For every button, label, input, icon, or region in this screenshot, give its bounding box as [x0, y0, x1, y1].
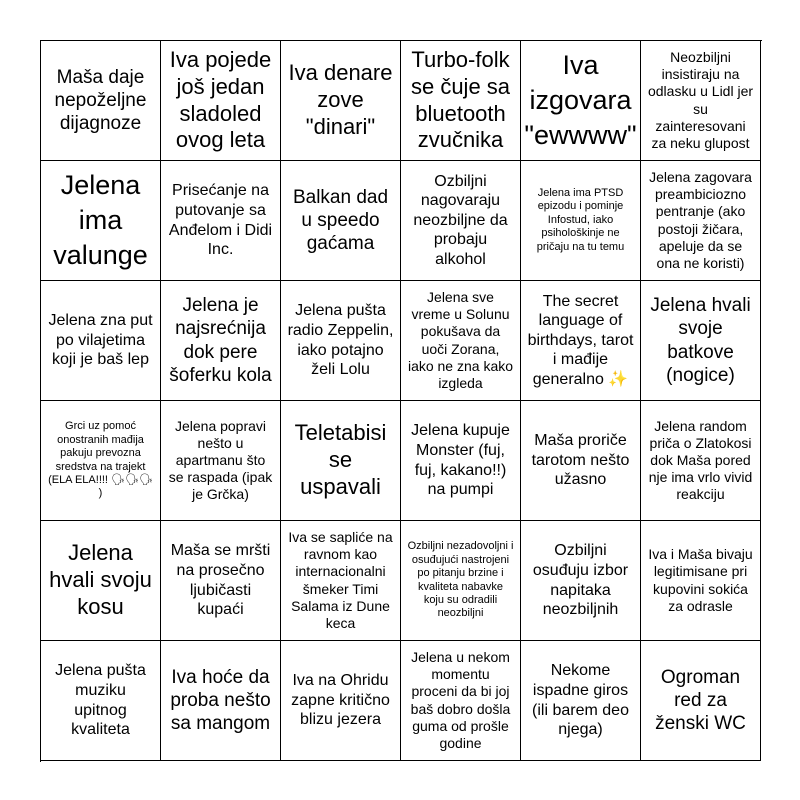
bingo-cell[interactable]: Ogroman red za ženski WC [641, 641, 761, 761]
bingo-cell[interactable]: Jelena u nekom momentu proceni da bi joj baš dobro došla guma od prošle godine [401, 641, 521, 761]
bingo-cell[interactable]: Jelena kupuje Monster (fuj, fuj, kakano!!) na pumpi [401, 401, 521, 521]
bingo-cell[interactable]: The secret language of birthdays, tarot i mađije generalno ✨ [521, 281, 641, 401]
bingo-cell[interactable]: Jelena pušta radio Zeppelin, iako potajno želi Lolu [281, 281, 401, 401]
bingo-cell[interactable]: Jelena popravi nešto u apartmanu što se raspada (ipak je Grčka) [161, 401, 281, 521]
bingo-cell[interactable]: Maša daje nepoželjne dijagnoze [41, 41, 161, 161]
bingo-cell[interactable]: Iva pojede još jedan sladoled ovog leta [161, 41, 281, 161]
bingo-cell[interactable]: Jelena hvali svoju kosu [41, 521, 161, 641]
bingo-cell[interactable]: Prisećanje na putovanje sa Anđelom i Didi Inc. [161, 161, 281, 281]
bingo-cell[interactable]: Ozbiljni nezadovoljni i osuđujući nastrojeni po pitanju brzine i kvaliteta nabavke koju su odradili neozbiljni [401, 521, 521, 641]
bingo-cell[interactable]: Jelena sve vreme u Solunu pokušava da uoči Zorana, iako ne zna kako izgleda [401, 281, 521, 401]
bingo-cell[interactable]: Grci uz pomoć onostranih mađija pakuju prevozna sredstva na trajekt (ELA ELA!!!! 🗣🗣🗣 ) [41, 401, 161, 521]
bingo-cell[interactable]: Iva se saplіće na ravnom kao internacionalni šmeker Timi Salama iz Dune keca [281, 521, 401, 641]
bingo-cell[interactable]: Teletabisi se uspavali [281, 401, 401, 521]
bingo-cell[interactable]: Iva na Ohridu zapne kritično blizu jezera [281, 641, 401, 761]
bingo-cell[interactable]: Jelena random priča o Zlatokosi dok Maša pored nje ima vrlo vivid reakciju [641, 401, 761, 521]
bingo-board [40, 40, 762, 762]
bingo-cell[interactable]: Jelena ima PTSD epizodu i pominje Infostud, iako psihološkinje ne pričaju na tu temu [521, 161, 641, 281]
bingo-cell[interactable]: Neozbiljni insistiraju na odlasku u Lidl jer su zainteresovani za neku glupost [641, 41, 761, 161]
bingo-cell[interactable]: Jelena pušta muziku upitnog kvaliteta [41, 641, 161, 761]
bingo-cell[interactable]: Turbo-folk se čuje sa bluetooth zvučnika [401, 41, 521, 161]
bingo-cell[interactable]: Nekome ispadne giros (ili barem deo njega) [521, 641, 641, 761]
bingo-cell[interactable]: Jelena zna put po vilajetima koji je baš lep [41, 281, 161, 401]
bingo-cell[interactable]: Ozbiljni osuđuju izbor napitaka neozbiljnih [521, 521, 641, 641]
bingo-cell[interactable]: Maša proriče tarotom nešto užasno [521, 401, 641, 521]
bingo-cell[interactable]: Ozbiljni nagovaraju neozbiljne da probaju alkohol [401, 161, 521, 281]
bingo-cell[interactable]: Jelena hvali svoje batkove (nogice) [641, 281, 761, 401]
bingo-cell[interactable]: Balkan dad u speedo gaćama [281, 161, 401, 281]
bingo-cell[interactable]: Iva i Maša bivaju legitimisane pri kupovini sokića za odrasle [641, 521, 761, 641]
bingo-cell[interactable]: Jelena je najsrećnija dok pere šoferku kola [161, 281, 281, 401]
bingo-cell[interactable]: Iva izgovara "ewwww" [521, 41, 641, 161]
bingo-cell[interactable]: Jelena zagovara preambiciozno pentranje (ako postoji žičara, apeluje da se ona ne koristi) [641, 161, 761, 281]
bingo-cell[interactable]: Iva hoće da proba nešto sa mangom [161, 641, 281, 761]
bingo-cell[interactable]: Iva denare zove "dinari" [281, 41, 401, 161]
bingo-cell[interactable]: Jelena ima valunge [41, 161, 161, 281]
bingo-cell[interactable]: Maša se mršti na prosečno ljubičasti kupaći [161, 521, 281, 641]
